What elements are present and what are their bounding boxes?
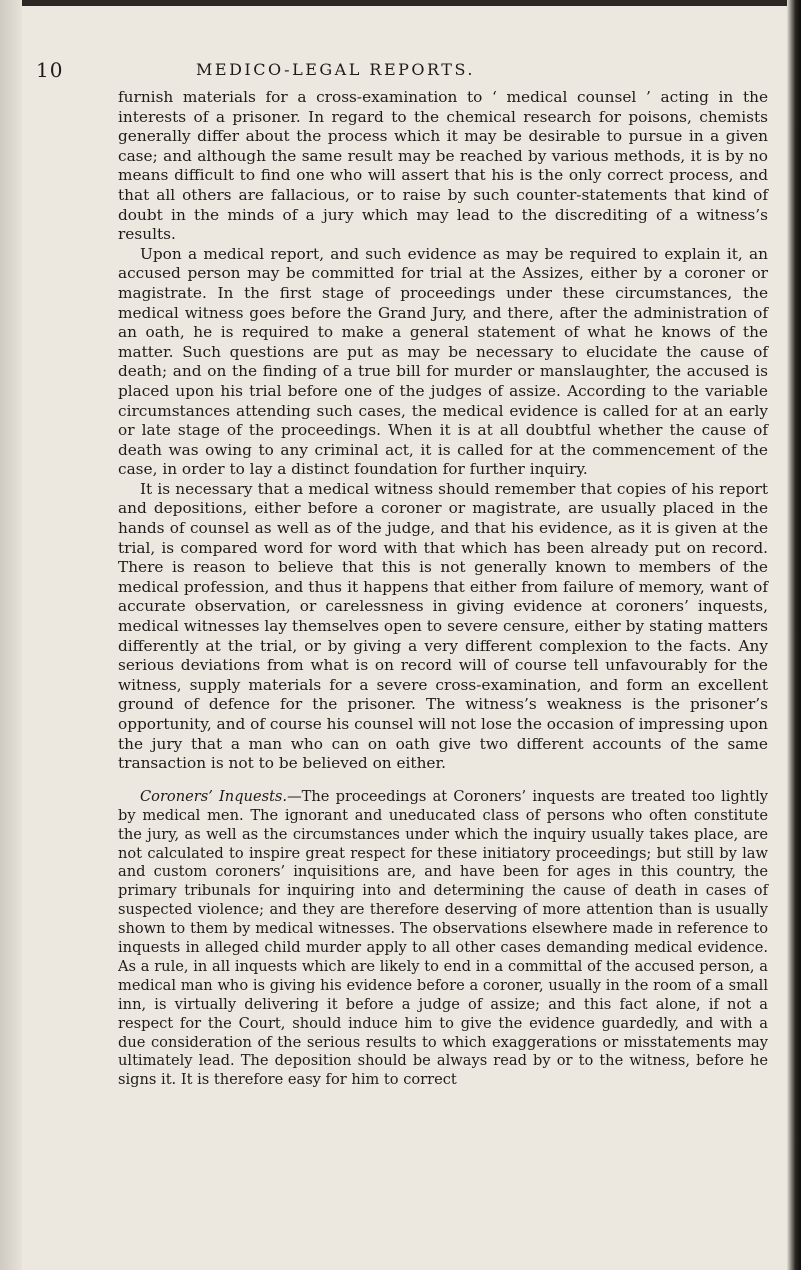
running-head: MEDICO-LEGAL REPORTS. [196, 60, 475, 79]
top-edge-shadow [0, 0, 801, 6]
page-header [36, 52, 776, 82]
section-text: —The proceedings at Coroners’ inquests are treated too lightly by medical men. The ignorant and uneducated class of persons who often constitute the jury, as well as the circumstances under which the inquiry usually takes place, are not calculated to inspire great respect for these initiatory proceedings; but still by law and custom coroners’ inquisitions are, and have been for ages in this country, the primary tribunals for inquiring into and determining the cause of death in cases of suspected violence; and they are therefore deserving of more attention than is usually shown to them by medical witnesses. The observations elsewhere made in reference to inquests in alleged child murder apply to all other cases demanding medical evidence. As a rule, in all inquests which are likely to end in a committal of the accused person, a medical man who is giving his evidence before a coroner, usually in the room of a small inn, is virtually delivering it before a judge of assize; and this fact alone, if not a respect for the Court, should induce him to give the evidence guardedly, and with a due consideration of the serious results to which exaggerations or misstatements may ultimately lead. The deposition should be always read by or to the witness, before he signs it. It is therefore easy for him to correct [118, 787, 768, 1089]
section-gap [118, 774, 768, 788]
paragraph-3: It is necessary that a medical witness should remember that copies of his report and depositions, either before a coroner or magistrate, are usually placed in the hands of counsel as well as of the judge, and that his evidence, as it is given at the trial, is compared word for word with that which has been already put on record. There is reason to believe that this is not generally known to members of the medical profession, and thus it happens that either from failure of memory, want of accurate observation, or carelessness in giving evidence at coroners’ inquests, medical witnesses lay themselves open to severe censure, either by stating matters differently at the trial, or by giving a very different complexion to the facts. Any serious deviations from what is on record will of course tell unfavourably for the witness, supply materials for a severe cross-examination, and form an excellent ground of defence for the prisoner. The witness’s weakness is the prisoner’s opportunity, and of course his counsel will not lose the occasion of impressing upon the jury that a man who can on oath give two different accounts of the same transaction is not to be believed on either. [118, 479, 768, 773]
paragraph-1: furnish materials for a cross-examination to ‘ medical counsel ’ acting in the interests of a prisoner. In regard to the chemical research for poisons, chemists generally differ about the process which it may be desirable to pursue in a given case; and although the same result may be reached by various methods, it is by no means difficult to find one who will assert that his is the only correct process, and that all others are fallacious, or to raise by such counter-statements that kind of doubt in the minds of a jury which may lead to the discrediting of a witness’s results. [118, 88, 768, 244]
body-text [118, 88, 768, 1090]
page-edge-left [0, 0, 22, 1270]
coroners-inquests-section [118, 788, 768, 1091]
page-number: 10 [36, 58, 64, 82]
paragraph-2: Upon a medical report, and such evidence as may be required to explain it, an accused person may be committed for trial at the Assizes, either by a coroner or magistrate. In the first stage of proceedings under these circumstances, the medical witness goes before the Grand Jury, and there, after the administration of an oath, he is required to make a general statement of what he knows of the matter. Such questions are put as may be necessary to elucidate the cause of death; and on the finding of a true bill for murder or manslaughter, the accused is placed upon his trial before one of the judges of assize. According to the variable circumstances attending such cases, the medical evidence is called for at an early or late stage of the proceedings. When it is at all doubtful whether the cause of death was owing to any criminal act, it is called for at the commencement of the case, in order to lay a distinct foundation for further inquiry. [118, 244, 768, 479]
section-heading: Coroners’ Inquests. [140, 787, 288, 805]
page-edge-right [787, 0, 801, 1270]
